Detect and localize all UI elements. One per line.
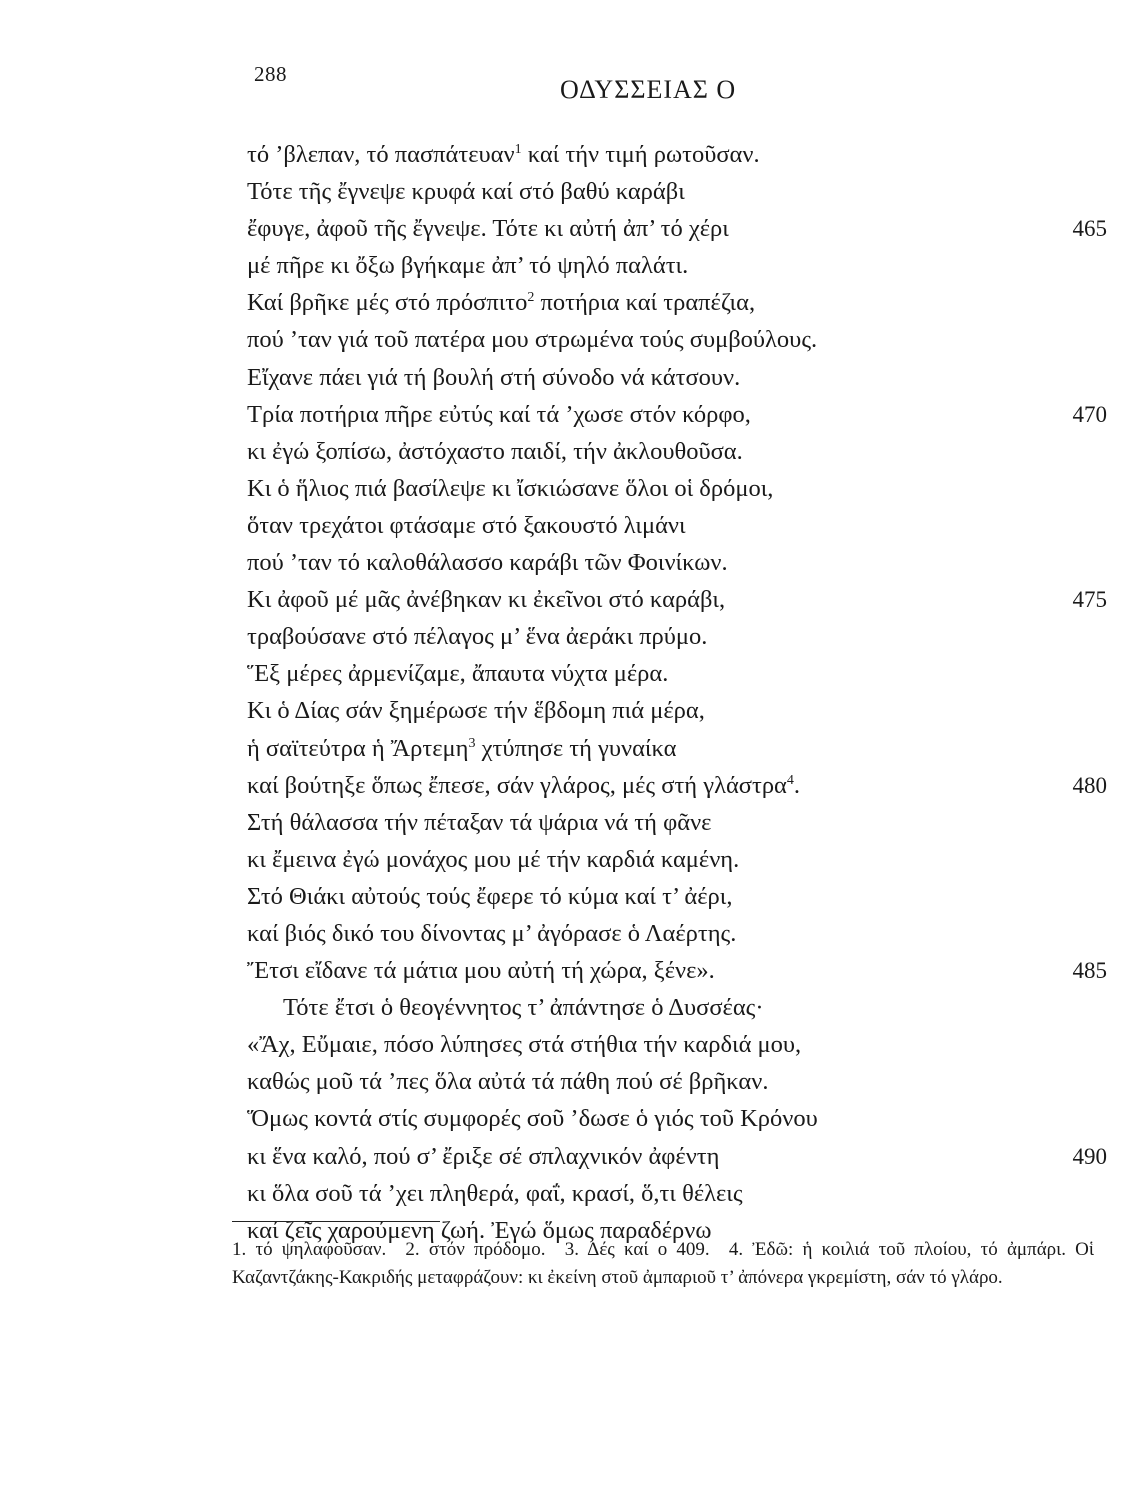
verse-line — [247, 1175, 1107, 1212]
verse-segment: κι ἐγώ ξοπίσω, ἀστόχαστο παιδί, τήν ἀκλουθοῦσα. — [247, 437, 743, 465]
verse-segment: «Ἄχ, Εὔμαιε, πόσο λύπησες στά στήθια τήν καρδιά μου, — [247, 1031, 802, 1059]
verse-line — [247, 692, 1107, 729]
line-number: 480 — [1072, 772, 1107, 798]
verse-segment: Τρία ποτήρια πῆρε εὐτύς καί τά ’χωσε στόν κόρφο, — [247, 400, 751, 428]
footnote-marker: 4 — [786, 772, 794, 788]
verse-segment: κι ἕνα καλό, πού σ’ ἔριξε σέ σπλαχνικόν ἀφέντη — [247, 1142, 720, 1170]
verse-text — [247, 957, 715, 984]
verse-line — [247, 618, 1107, 655]
verse-segment: κι ἔμεινα ἐγώ μονάχος μου μέ τήν καρδιά καμένη. — [247, 845, 740, 873]
footnote: 3. Δές καί ο 409. — [564, 1239, 710, 1260]
verse-segment: Κι ὁ Δίας σάν ξημέρωσε τήν ἕβδομη πιά μέρα, — [247, 697, 705, 725]
verse-line — [247, 1100, 1107, 1137]
line-number: 475 — [1072, 587, 1107, 613]
verse-line — [247, 470, 1107, 507]
verse-segment: καί ζεῖς χαρούμενη ζωή. Ἐγώ ὅμως παραδέρνω — [247, 1216, 712, 1244]
footnotes — [232, 1236, 1094, 1291]
verse-segment: Κι ἀφοῦ μέ μᾶς ἀνέβηκαν κι ἐκεῖνοι στό καράβι, — [247, 586, 726, 614]
verse-segment: κι ὅλα σοῦ τά ’χει πληθερά, φαΐ, κρασί, ὅ,τι θέλεις — [247, 1179, 743, 1207]
verse-line — [247, 804, 1107, 841]
footnote-marker: 2 — [527, 290, 535, 306]
verse-segment: Ἕξ μέρες ἀρμενίζαμε, ἄπαυτα νύχτα μέρα. — [247, 660, 669, 688]
verse-text — [247, 1105, 818, 1132]
line-number: 465 — [1072, 216, 1107, 242]
verse-text — [247, 1143, 719, 1170]
verse-line — [247, 1063, 1107, 1100]
verse-line — [247, 1026, 1107, 1063]
verse-text — [247, 1180, 743, 1207]
verse-text — [247, 735, 677, 762]
verse-text — [247, 883, 733, 910]
footnote-rule — [232, 1221, 440, 1222]
verse-segment: καί τήν τιμή ρωτοῦσαν. — [521, 141, 760, 168]
verse-line — [247, 359, 1107, 396]
verse-line — [247, 655, 1107, 692]
verse-line — [247, 507, 1107, 544]
verse-text — [247, 1068, 768, 1095]
verse-text — [247, 438, 743, 465]
verse-line — [247, 581, 1107, 618]
verse-line — [247, 396, 1107, 433]
verse-line — [247, 210, 1107, 247]
verse-line — [247, 321, 1107, 358]
verse-line — [247, 284, 1107, 321]
verse-text — [247, 920, 736, 947]
verse-segment: καί βιός δικό του δίνοντας μ’ ἀγόρασε ὁ Λαέρτης. — [247, 919, 737, 947]
verse-text — [247, 289, 755, 316]
running-title: ΟΔΥΣΣΕΙΑΣ Ο — [560, 75, 737, 104]
verse-segment: Κι ὁ ἥλιος πιά βασίλεψε κι ἴσκιώσανε ὅλοι οἱ δρόμοι, — [247, 474, 774, 502]
verse-text — [247, 326, 817, 353]
verse-line — [247, 952, 1107, 989]
verse-text — [247, 994, 764, 1021]
verse-line — [247, 433, 1107, 470]
verse-text — [247, 586, 725, 613]
verse-segment: ποτήρια καί τραπέζια, — [534, 289, 756, 317]
verse-line — [247, 247, 1107, 284]
verse-text — [247, 697, 705, 724]
verse-segment: πού ’ταν γιά τοῦ πατέρα μου στρωμένα τούς συμβούλους. — [247, 326, 818, 354]
footnote: 2. στόν πρόδομο. — [405, 1239, 546, 1260]
verse-segment: χτύπησε τή γυναίκα — [475, 734, 677, 762]
verse-segment: Ἔτσι εἴδανε τά μάτια μου αὐτή τή χώρα, ξένε». — [247, 957, 715, 985]
verse-segment: Τότε τῆς ἔγνεψε κρυφά καί στό βαθύ καράβι — [247, 178, 685, 206]
verse-line — [247, 544, 1107, 581]
verse-text — [247, 475, 773, 502]
verse-block — [247, 136, 1107, 1249]
verse-line — [247, 136, 1107, 173]
verse-segment: Καί βρῆκε μές στό πρόσπιτο — [247, 289, 528, 317]
verse-line — [247, 841, 1107, 878]
verse-text — [247, 215, 729, 242]
verse-line — [247, 915, 1107, 952]
verse-segment: Στή θάλασσα τήν πέταξαν τά ψάρια νά τή φᾶνε — [247, 808, 712, 836]
verse-line — [247, 173, 1107, 210]
line-number: 490 — [1072, 1143, 1107, 1169]
verse-text — [247, 549, 728, 576]
verse-segment: Στό Θιάκι αὐτούς τούς ἔφερε τό κύμα καί τ’ ἀέρι, — [247, 882, 733, 910]
verse-segment: τό ’βλεπαν, τό πασπάτευαν — [247, 141, 515, 168]
line-number: 470 — [1072, 401, 1107, 427]
page-number: 288 — [254, 62, 287, 86]
footnote: 4. Ἐδῶ: ἡ κοιλιά τοῦ πλοίου, τό ἀμπάρι. Οἱ Καζαντζάκης-Κακριδής μεταφράζουν: κι ἐκείνη στοῦ ἀμπαριοῦ τ’ ἀπόνερα γκρεμίστη, σάν τό γλάρο. — [232, 1239, 1095, 1288]
verse-line — [247, 730, 1107, 767]
verse-segment: καθώς μοῦ τά ’πες ὅλα αὐτά τά πάθη πού σέ βρῆκαν. — [247, 1068, 769, 1096]
verse-text — [247, 512, 686, 539]
verse-line — [247, 767, 1107, 804]
verse-segment: μέ πῆρε κι ὄξω βγήκαμε ἀπ’ τό ψηλό παλάτι. — [247, 252, 689, 280]
footnote-marker: 1 — [514, 142, 522, 157]
footnote: 1. τό ψηλαφοῦσαν. — [232, 1239, 387, 1260]
verse-line — [247, 1138, 1107, 1175]
verse-text — [247, 809, 711, 836]
verse-segment: . — [793, 771, 801, 799]
verse-segment: Ὅμως κοντά στίς συμφορές σοῦ ’δωσε ὁ γιός τοῦ Κρόνου — [247, 1105, 818, 1133]
line-number: 485 — [1072, 958, 1107, 984]
verse-text — [247, 772, 800, 799]
footnote-marker: 3 — [468, 735, 476, 751]
verse-text — [247, 1031, 801, 1058]
verse-segment: πού ’ταν τό καλοθάλασσο καράβι τῶν Φοινίκων. — [247, 549, 728, 577]
verse-text — [247, 401, 751, 428]
verse-text — [247, 364, 740, 391]
verse-segment: Εἴχανε πάει γιά τή βουλή στή σύνοδο νά κάτσουν. — [247, 363, 741, 391]
verse-segment: ὅταν τρεχάτοι φτάσαμε στό ξακουστό λιμάνι — [247, 511, 686, 539]
verse-line — [247, 878, 1107, 915]
verse-text — [247, 623, 707, 650]
verse-text — [247, 252, 688, 279]
verse-segment: καί βούτηξε ὅπως ἔπεσε, σάν γλάρος, μές στή γλάστρα — [247, 771, 787, 799]
verse-segment: ἔφυγε, ἀφοῦ τῆς ἔγνεψε. Τότε κι αὐτή ἀπ’ τό χέρι — [247, 215, 729, 243]
verse-text — [247, 178, 685, 205]
verse-text — [247, 846, 739, 873]
verse-segment: τραβούσανε στό πέλαγος μ’ ἕνα ἀεράκι πρύμο. — [247, 623, 708, 651]
verse-text — [247, 660, 668, 687]
verse-text — [247, 141, 760, 168]
verse-segment: ἡ σαϊτεύτρα ἡ Ἄρτεμη — [247, 734, 469, 762]
verse-line — [247, 989, 1107, 1026]
verse-segment: Τότε ἔτσι ὁ θεογέννητος τ’ ἀπάντησε ὁ Δυσσέας· — [283, 994, 764, 1022]
